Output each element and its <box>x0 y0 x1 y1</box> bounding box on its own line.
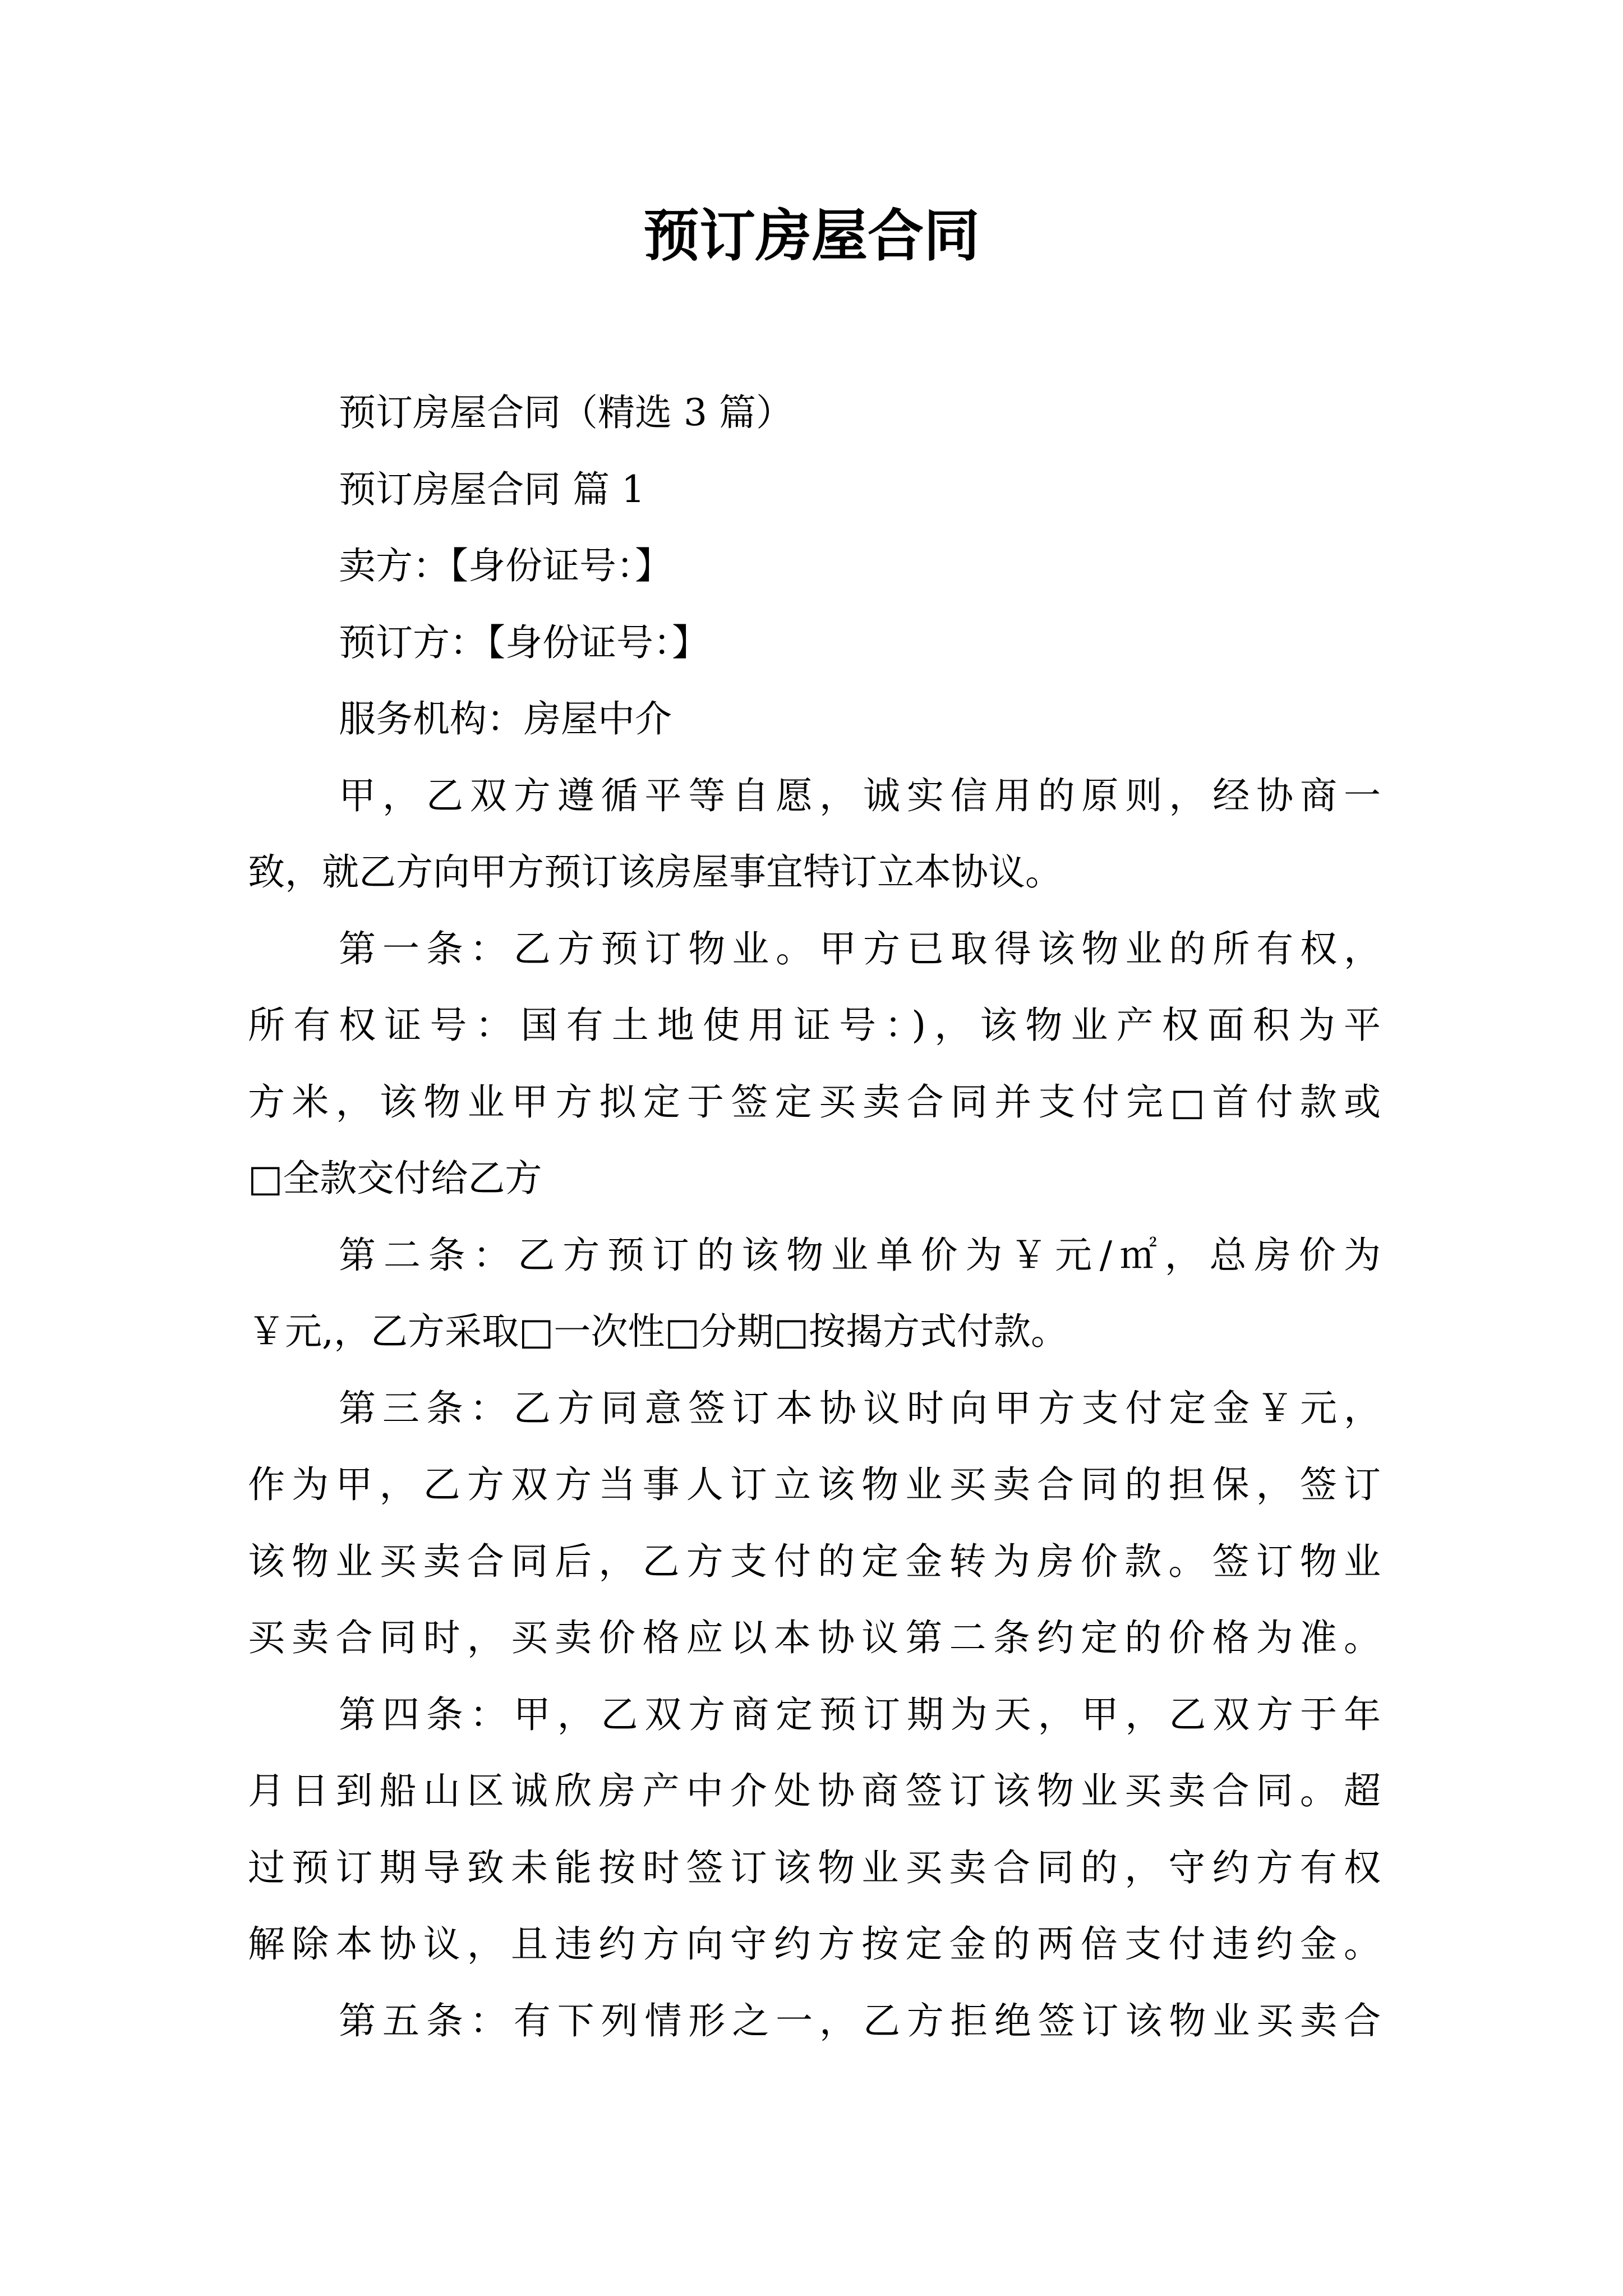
paragraph-line: 该物业买卖合同后，乙方支付的定金转为房价款。签订物业 <box>248 1539 1381 1583</box>
document-body <box>248 375 1381 2059</box>
section-heading: 预订房屋合同 篇 1 <box>339 467 645 511</box>
paragraph-line: 第二条：乙方预订的该物业单价为￥元/㎡，总房价为 <box>339 1233 1381 1277</box>
paragraph-line: 所有权证号：国有土地使用证号：)，该物业产权面积为平 <box>248 1004 1381 1047</box>
paragraph-line: 解除本协议，且违约方向守约方按定金的两倍支付违约金。 <box>248 1922 1381 1966</box>
paragraph-line: 第一条：乙方预订物业。甲方已取得该物业的所有权， <box>339 927 1381 970</box>
buyer-line: 预订方：【身份证号：】 <box>339 620 709 664</box>
subtitle-line: 预订房屋合同（精选 3 篇） <box>339 391 793 434</box>
paragraph-line: 致，就乙方向甲方预订该房屋事宜特订立本协议。 <box>248 850 1062 894</box>
paragraph-line: 第三条：乙方同意签订本协议时向甲方支付定金￥元， <box>339 1386 1381 1430</box>
seller-line: 卖方：【身份证号：】 <box>339 544 672 587</box>
paragraph-line: 方米，该物业甲方拟定于签定买卖合同并支付完□首付款或 <box>248 1080 1381 1124</box>
paragraph-line: 甲，乙双方遵循平等自愿，诚实信用的原则，经协商一 <box>339 774 1381 817</box>
paragraph-line: 买卖合同时，买卖价格应以本协议第二条约定的价格为准。 <box>248 1616 1381 1659</box>
paragraph-line: 作为甲，乙方双方当事人订立该物业买卖合同的担保，签订 <box>248 1463 1381 1506</box>
paragraph-line: □全款交付给乙方 <box>248 1157 542 1200</box>
paragraph-line: 第四条：甲，乙双方商定预订期为天，甲，乙双方于年 <box>339 1692 1381 1736</box>
paragraph-line: 第五条：有下列情形之一，乙方拒绝签订该物业买卖合 <box>339 1999 1381 2042</box>
document-title: 预订房屋合同 <box>643 203 980 269</box>
paragraph-line: 过预订期导致未能按时签订该物业买卖合同的，守约方有权 <box>248 1846 1381 1889</box>
agency-line: 服务机构：房屋中介 <box>339 697 672 740</box>
paragraph-line: ￥元,，乙方采取□一次性□分期□按揭方式付款。 <box>248 1310 1068 1353</box>
paragraph-line: 月日到船山区诚欣房产中介处协商签订该物业买卖合同。超 <box>248 1769 1381 1812</box>
